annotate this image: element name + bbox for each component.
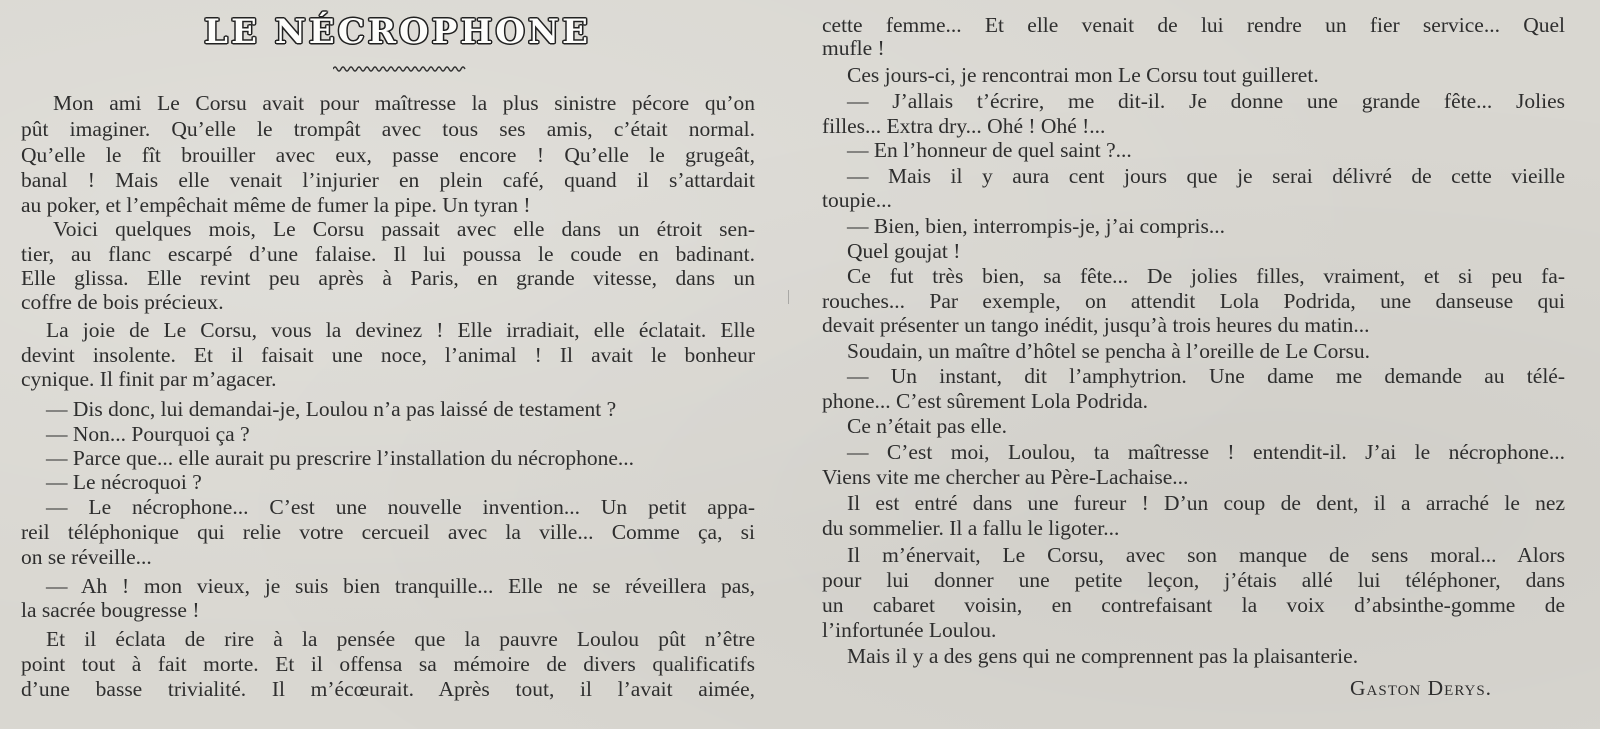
text-line: — Le nécroquoi ? (46, 470, 202, 494)
text-line: Qu’elle le fît brouiller avec eux, passe encore ! Qu’elle le grugeât, (21, 143, 755, 167)
text-line: au poker, et l’empêchait même de fumer la pipe. Un tyran ! (21, 193, 531, 217)
text-line: banal ! Mais elle venait l’injurier en plein café, quand il s’attardait (21, 168, 755, 192)
text-line: filles... Extra dry... Ohé ! Ohé !... (822, 114, 1106, 138)
text-line: Quel goujat ! (847, 239, 961, 263)
text-line: du sommelier. Il a fallu le ligoter... (822, 516, 1120, 540)
text-line: cynique. Il finit par m’agacer. (21, 367, 277, 391)
text-line: mufle ! (822, 36, 885, 60)
text-line: reil téléphonique qui relie votre cercueil avec la ville... Comme ça, si (21, 520, 755, 544)
text-line: Ce n’était pas elle. (847, 414, 1007, 438)
text-line: toupie... (822, 188, 892, 212)
text-line: point tout à fait morte. Et il offensa sa mémoire de divers qualificatifs (21, 652, 755, 676)
text-line: phone... C’est sûrement Lola Podrida. (822, 389, 1149, 413)
text-line: devait présenter un tango inédit, jusqu’à trois heures du matin... (822, 313, 1370, 337)
text-line: — Non... Pourquoi ça ? (46, 422, 250, 446)
text-line: un cabaret voisin, en contrefaisant la voix d’absinthe-gomme de (822, 593, 1565, 617)
text-line: — En l’honneur de quel saint ?... (847, 138, 1132, 162)
text-line: cette femme... Et elle venait de lui rendre un fier service... Quel (822, 13, 1565, 37)
text-line: — J’allais t’écrire, me dit-il. Je donne une grande fête... Jolies (847, 89, 1565, 113)
text-line: — Un instant, dit l’amphytrion. Une dame me demande au télé- (847, 364, 1565, 388)
text-line: — C’est moi, Loulou, ta maîtresse ! entendit-il. J’ai le nécrophone... (847, 440, 1565, 464)
text-line: — Ah ! mon vieux, je suis bien tranquille... Elle ne se réveillera pas, (46, 574, 755, 598)
text-line: Et il éclata de rire à la pensée que la pauvre Loulou pût n’être (46, 627, 755, 651)
article-title: LE NÉCROPHONE (204, 12, 591, 52)
text-line: — Mais il y aura cent jours que je serai délivré de cette vieille (847, 164, 1565, 188)
text-line: d’une basse trivialité. Il m’écœurait. Après tout, il l’avait aimée, (21, 677, 755, 701)
text-line: tier, au flanc escarpé d’une falaise. Il lui poussa le coude en badinant. (21, 242, 755, 266)
text-line: — Dis donc, lui demandai-je, Loulou n’a pas laissé de testament ? (46, 397, 617, 421)
text-line: devint insolente. Et il faisait une noce, l’animal ! Il avait le bonheur (21, 343, 755, 367)
text-line: — Le nécrophone... C’est une nouvelle invention... Un petit appa- (46, 495, 755, 519)
text-line: Mais il y a des gens qui ne comprennent pas la plaisanterie. (847, 644, 1359, 668)
text-line: Il m’énervait, Le Corsu, avec son manque de sens moral... Alors (847, 543, 1565, 567)
text-line: pour lui donner une petite leçon, j’étais allé lui téléphoner, dans (822, 568, 1565, 592)
article-signature: Gaston Derys. (1350, 676, 1493, 700)
title-ornament-wavy-rule (333, 64, 467, 74)
text-line: Soudain, un maître d’hôtel se pencha à l’oreille de Le Corsu. (847, 339, 1371, 363)
text-line: Ce fut très bien, sa fête... De jolies filles, vraiment, et si peu fa- (847, 264, 1565, 288)
text-line: Il est entré dans une fureur ! D’un coup de dent, il a arraché le nez (847, 491, 1565, 515)
text-line: Voici quelques mois, Le Corsu passait avec elle dans un étroit sen- (53, 217, 755, 241)
text-line: Mon ami Le Corsu avait pour maîtresse la plus sinistre pécore qu’on (53, 91, 755, 115)
text-line: — Parce que... elle aurait pu prescrire l’installation du nécrophone... (46, 446, 635, 470)
text-line: — Bien, bien, interrompis-je, j’ai compris... (847, 214, 1225, 238)
text-line: Elle glissa. Elle revint peu après à Paris, en grande vitesse, dans un (21, 266, 755, 290)
text-line: on se réveille... (21, 545, 152, 569)
text-line: rouches... Par exemple, on attendit Lola Podrida, une danseuse qui (822, 289, 1565, 313)
text-line: Ces jours-ci, je rencontrai mon Le Corsu tout guilleret. (847, 63, 1319, 87)
text-line: La joie de Le Corsu, vous la devinez ! Elle irradiait, elle éclatait. Elle (46, 318, 755, 342)
column-divider (788, 290, 789, 304)
text-line: l’infortunée Loulou. (822, 618, 997, 642)
text-line: pût imaginer. Qu’elle le trompât avec tous ses amis, c’était normal. (21, 117, 755, 141)
text-line: la sacrée bougresse ! (21, 598, 200, 622)
text-line: coffre de bois précieux. (21, 290, 224, 314)
text-line: Viens vite me chercher au Père-Lachaise... (822, 465, 1189, 489)
